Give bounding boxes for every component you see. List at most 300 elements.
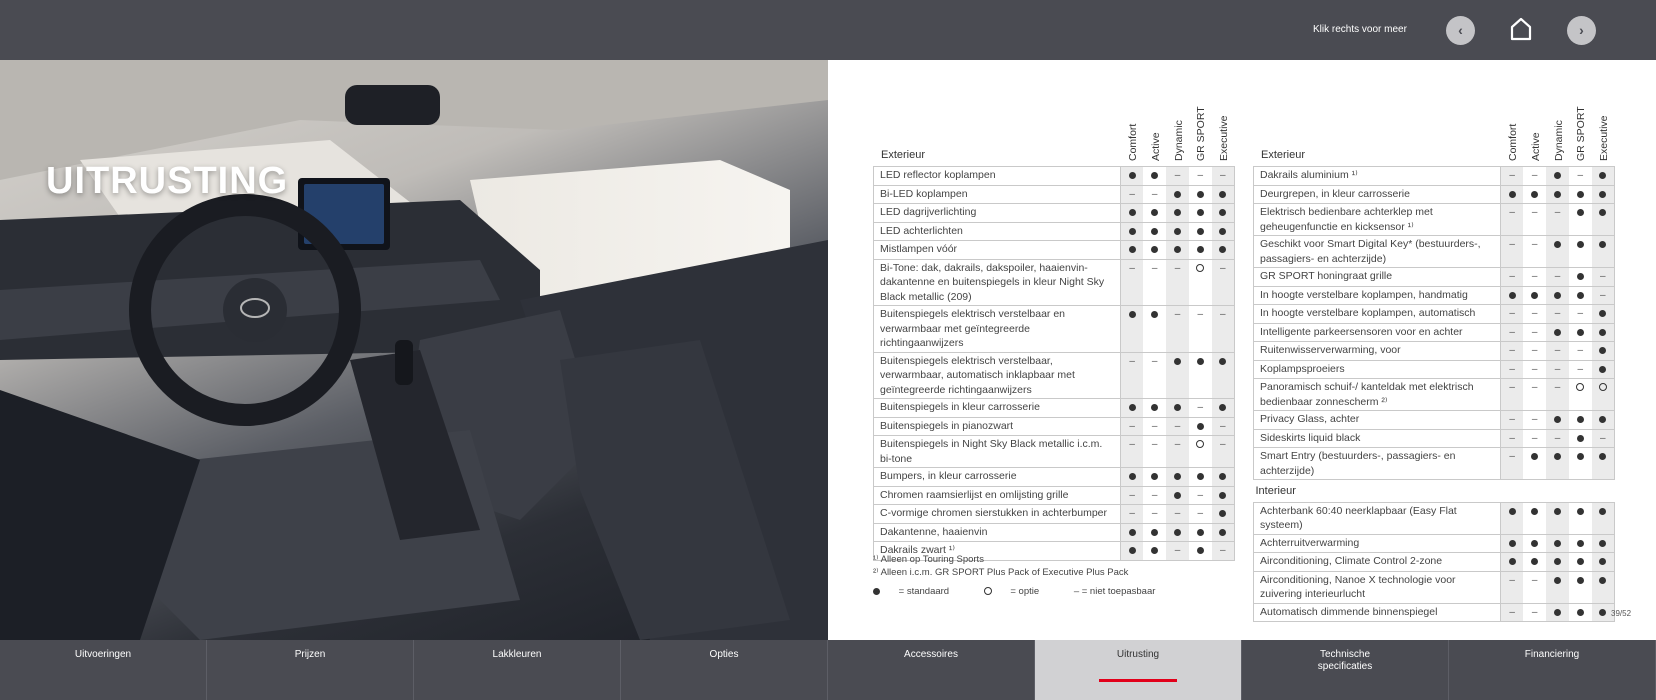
table-row — [1254, 603, 1615, 622]
not-applicable-dash: – — [1554, 271, 1561, 282]
availability-cell — [1189, 486, 1212, 505]
nav-tab-label: Opties — [709, 649, 739, 660]
availability-cell — [1569, 268, 1592, 287]
availability-cell — [1121, 399, 1144, 418]
not-applicable-dash: – — [1531, 432, 1538, 444]
standard-dot-icon — [1129, 172, 1136, 179]
availability-cell — [1501, 342, 1524, 361]
table-row — [1254, 286, 1615, 305]
standard-dot-icon — [873, 588, 880, 595]
table-row — [874, 185, 1235, 204]
row-label: Chromen raamsierlijst en omlijsting grille — [874, 486, 1121, 505]
not-applicable-dash: – — [1174, 508, 1181, 519]
availability-cell — [1569, 553, 1592, 572]
row-label: GR SPORT honingraat grille — [1254, 268, 1501, 287]
not-applicable-dash: – — [1531, 414, 1538, 425]
row-label: Airconditioning, Nanoe X technologie voor zuivering interieurlucht — [1254, 571, 1501, 603]
standard-dot-icon — [1554, 540, 1561, 547]
previous-page-button[interactable] — [1446, 16, 1475, 45]
standard-dot-icon — [1129, 246, 1136, 253]
availability-cell — [1166, 352, 1189, 399]
availability-cell — [1592, 379, 1615, 411]
standard-dot-icon — [1129, 311, 1136, 318]
table-row — [1254, 448, 1615, 480]
row-label: Airconditioning, Climate Control 2-zone — [1254, 553, 1501, 572]
availability-cell — [1189, 259, 1212, 306]
availability-cell — [1569, 411, 1592, 430]
nav-tab-uitrusting[interactable] — [1035, 640, 1242, 700]
not-applicable-dash: – — [1577, 308, 1584, 319]
not-applicable-dash: – — [1531, 271, 1538, 282]
row-label: Deurgrepen, in kleur carrosserie — [1254, 185, 1501, 204]
availability-cell — [1143, 306, 1166, 353]
row-label: Automatisch dimmende binnenspiegel — [1254, 603, 1501, 622]
availability-cell — [1546, 603, 1569, 622]
standard-dot-icon — [1577, 508, 1584, 515]
interior-photo — [0, 60, 828, 640]
row-label: Bi-LED koplampen — [874, 185, 1121, 204]
availability-cell — [1546, 167, 1569, 186]
standard-dot-icon — [1577, 329, 1584, 336]
legend-option: = optie — [1010, 586, 1040, 597]
not-applicable-dash: – — [1577, 363, 1584, 375]
availability-cell — [1546, 323, 1569, 342]
standard-dot-icon — [1531, 540, 1538, 547]
availability-cell — [1501, 323, 1524, 342]
table-row — [874, 167, 1235, 186]
availability-cell — [1523, 448, 1546, 480]
availability-cell — [1592, 571, 1615, 603]
bottom-navigation — [0, 640, 1656, 700]
standard-dot-icon — [1577, 209, 1584, 216]
not-applicable-dash: – — [1509, 345, 1515, 356]
not-applicable-dash: – — [1197, 402, 1204, 413]
availability-cell — [1121, 185, 1144, 204]
standard-dot-icon — [1599, 191, 1606, 198]
availability-cell — [1143, 222, 1166, 241]
standard-dot-icon — [1197, 246, 1204, 253]
standard-dot-icon — [1219, 404, 1226, 411]
availability-cell — [1166, 241, 1189, 260]
availability-cell — [1143, 436, 1166, 468]
nav-tab-financiering[interactable] — [1449, 640, 1656, 700]
table-row — [874, 505, 1235, 524]
availability-cell — [1189, 167, 1212, 186]
not-applicable-dash: – — [1129, 508, 1135, 519]
availability-cell — [1592, 305, 1615, 324]
standard-dot-icon — [1129, 209, 1136, 216]
availability-cell — [1121, 436, 1144, 468]
not-applicable-dash: – — [1554, 345, 1561, 356]
standard-dot-icon — [1599, 577, 1606, 584]
table-row — [1254, 342, 1615, 361]
availability-cell — [1569, 603, 1592, 622]
standard-dot-icon — [1599, 558, 1606, 565]
availability-cell — [1166, 436, 1189, 468]
standard-dot-icon — [1151, 473, 1158, 480]
availability-cell — [1569, 167, 1592, 186]
standard-dot-icon — [1174, 228, 1181, 235]
not-applicable-dash: – — [1531, 170, 1538, 181]
availability-cell — [1569, 204, 1592, 236]
availability-cell — [1212, 167, 1235, 186]
standard-dot-icon — [1599, 540, 1606, 547]
table-row — [1254, 553, 1615, 572]
standard-dot-icon — [1129, 228, 1136, 235]
standard-dot-icon — [1174, 492, 1181, 499]
home-button[interactable] — [1510, 16, 1532, 42]
standard-dot-icon — [1531, 453, 1538, 460]
table-row — [1254, 411, 1615, 430]
standard-dot-icon — [1554, 329, 1561, 336]
availability-cell — [1121, 542, 1144, 561]
row-label: Buitenspiegels elektrisch verstelbaar, verwarmbaar, automatisch inklapbaar met geïntegreerde richtingaanwijzers — [874, 352, 1121, 399]
availability-cell — [1189, 542, 1212, 561]
table-row — [1254, 534, 1615, 553]
standard-dot-icon — [1219, 246, 1226, 253]
not-applicable-dash: – — [1151, 439, 1158, 450]
availability-cell — [1121, 352, 1144, 399]
standard-dot-icon — [1174, 358, 1181, 365]
standard-dot-icon — [1151, 246, 1158, 253]
table-row — [874, 259, 1235, 306]
not-applicable-dash: – — [1151, 262, 1158, 274]
standard-dot-icon — [1509, 540, 1516, 547]
column-header: Dynamic — [1172, 120, 1185, 161]
availability-cell — [1523, 268, 1546, 287]
not-applicable-dash: – — [1531, 363, 1538, 375]
table-row — [1254, 323, 1615, 342]
not-applicable-dash: – — [1509, 207, 1515, 218]
standard-dot-icon — [1174, 209, 1181, 216]
availability-cell — [1121, 486, 1144, 505]
availability-cell — [1121, 505, 1144, 524]
availability-cell — [1546, 502, 1569, 534]
not-applicable-dash: – — [1129, 420, 1135, 432]
availability-cell — [1143, 352, 1166, 399]
not-applicable-dash: – — [1151, 188, 1158, 200]
column-header: Dynamic — [1552, 120, 1565, 161]
row-label: Bi-Tone: dak, dakrails, dakspoiler, haaienvin-dakantenne en buitenspiegels in kleur Night Sky Black metallic (209) — [874, 259, 1121, 306]
availability-cell — [1212, 399, 1235, 418]
availability-cell — [1501, 268, 1524, 287]
option-ring-icon — [1196, 440, 1204, 448]
availability-cell — [1166, 167, 1189, 186]
more-hint: Klik rechts voor meer — [1313, 24, 1407, 35]
availability-cell — [1523, 429, 1546, 448]
availability-cell — [1212, 241, 1235, 260]
not-applicable-dash: – — [1509, 414, 1515, 425]
availability-cell — [1121, 417, 1144, 436]
legend-na: – = niet toepasbaar — [1073, 586, 1156, 597]
availability-cell — [1501, 534, 1524, 553]
not-applicable-dash: – — [1129, 188, 1135, 200]
not-applicable-dash: – — [1554, 363, 1561, 375]
availability-cell — [1143, 468, 1166, 487]
availability-cell — [1189, 204, 1212, 223]
nav-tab-accessoires[interactable] — [828, 640, 1035, 700]
availability-cell — [1189, 306, 1212, 353]
availability-cell — [1166, 259, 1189, 306]
not-applicable-dash: – — [1600, 289, 1606, 301]
availability-cell — [1523, 379, 1546, 411]
option-ring-icon — [1576, 383, 1584, 391]
nav-tab-technische-specificaties[interactable] — [1242, 640, 1449, 700]
standard-dot-icon — [1151, 209, 1158, 216]
availability-cell — [1523, 502, 1546, 534]
availability-cell — [1592, 534, 1615, 553]
not-applicable-dash: – — [1129, 262, 1135, 274]
availability-cell — [1501, 411, 1524, 430]
not-applicable-dash: – — [1577, 345, 1584, 356]
row-label: Geschikt voor Smart Digital Key* (bestuurders-, passagiers- en achterzijde) — [1254, 236, 1501, 268]
availability-cell — [1546, 236, 1569, 268]
availability-cell — [1523, 323, 1546, 342]
availability-cell — [1121, 167, 1144, 186]
next-page-button[interactable] — [1567, 16, 1596, 45]
not-applicable-dash: – — [1129, 355, 1135, 367]
standard-dot-icon — [1174, 529, 1181, 536]
availability-cell — [1166, 468, 1189, 487]
availability-cell — [1501, 185, 1524, 204]
not-applicable-dash: – — [1174, 170, 1181, 181]
availability-cell — [1212, 436, 1235, 468]
row-label: Sideskirts liquid black — [1254, 429, 1501, 448]
standard-dot-icon — [1174, 473, 1181, 480]
not-applicable-dash: – — [1509, 271, 1515, 282]
option-ring-icon — [984, 587, 992, 595]
not-applicable-dash: – — [1509, 574, 1515, 586]
not-applicable-dash: – — [1509, 606, 1515, 618]
row-label: Buitenspiegels in pianozwart — [874, 417, 1121, 436]
availability-cell — [1546, 342, 1569, 361]
footnote-1: ¹⁾ Alleen op Touring Sports — [873, 554, 984, 565]
table-row — [1254, 360, 1615, 379]
standard-dot-icon — [1174, 191, 1181, 198]
availability-cell — [1121, 306, 1144, 353]
standard-dot-icon — [1554, 416, 1561, 423]
availability-cell — [1592, 323, 1615, 342]
not-applicable-dash: – — [1220, 262, 1226, 274]
not-applicable-dash: – — [1220, 439, 1226, 450]
nav-tab-opties[interactable] — [621, 640, 828, 700]
not-applicable-dash: – — [1151, 508, 1158, 519]
standard-dot-icon — [1599, 508, 1606, 515]
availability-cell — [1546, 286, 1569, 305]
availability-cell — [1523, 571, 1546, 603]
table-row — [1254, 268, 1615, 287]
table-row — [874, 486, 1235, 505]
availability-cell — [1569, 360, 1592, 379]
availability-cell — [1592, 236, 1615, 268]
column-header: GR SPORT — [1575, 106, 1588, 161]
not-applicable-dash: – — [1554, 207, 1561, 218]
table-row — [1254, 379, 1615, 411]
row-label: In hoogte verstelbare koplampen, handmatig — [1254, 286, 1501, 305]
page-number-right: 39/52 — [1611, 609, 1632, 618]
not-applicable-dash: – — [1151, 420, 1158, 432]
option-ring-icon — [1599, 383, 1607, 391]
option-ring-icon — [1196, 264, 1204, 272]
not-applicable-dash: – — [1220, 170, 1226, 181]
availability-cell — [1143, 241, 1166, 260]
nav-tab-uitvoeringen[interactable] — [0, 640, 207, 700]
not-applicable-dash: – — [1129, 489, 1135, 501]
availability-cell — [1569, 571, 1592, 603]
not-applicable-dash: – — [1197, 489, 1204, 501]
nav-tab-label: Lakkleuren — [492, 649, 542, 660]
availability-cell — [1212, 352, 1235, 399]
standard-dot-icon — [1219, 473, 1226, 480]
availability-cell — [1212, 222, 1235, 241]
standard-dot-icon — [1197, 473, 1204, 480]
standard-dot-icon — [1599, 329, 1606, 336]
availability-cell — [1569, 286, 1592, 305]
row-label: LED dagrijverlichting — [874, 204, 1121, 223]
column-header: Comfort — [1507, 123, 1519, 161]
table-row — [874, 306, 1235, 353]
nav-tab-label: Uitvoeringen — [74, 649, 132, 660]
availability-cell — [1212, 204, 1235, 223]
table-row — [1254, 571, 1615, 603]
table-row — [1254, 236, 1615, 268]
availability-cell — [1143, 505, 1166, 524]
row-label: Buitenspiegels in kleur carrosserie — [874, 399, 1121, 418]
standard-dot-icon — [1599, 609, 1606, 616]
not-applicable-dash: – — [1554, 382, 1561, 393]
availability-cell — [1523, 185, 1546, 204]
table-row — [874, 523, 1235, 542]
availability-cell — [1212, 523, 1235, 542]
nav-tab-label: Uitrusting — [1116, 649, 1160, 660]
not-applicable-dash: – — [1509, 239, 1515, 250]
standard-dot-icon — [1554, 453, 1561, 460]
table-row — [874, 436, 1235, 468]
availability-cell — [1592, 448, 1615, 480]
row-label: Dakantenne, haaienvin — [874, 523, 1121, 542]
not-applicable-dash: – — [1509, 382, 1515, 393]
standard-dot-icon — [1219, 510, 1226, 517]
standard-dot-icon — [1219, 228, 1226, 235]
availability-cell — [1212, 505, 1235, 524]
standard-dot-icon — [1554, 172, 1561, 179]
not-applicable-dash: – — [1531, 239, 1538, 250]
not-applicable-dash: – — [1600, 432, 1606, 444]
availability-cell — [1546, 411, 1569, 430]
row-label: Achterruitverwarming — [1254, 534, 1501, 553]
standard-dot-icon — [1151, 529, 1158, 536]
availability-cell — [1501, 429, 1524, 448]
availability-cell — [1569, 502, 1592, 534]
availability-cell — [1166, 185, 1189, 204]
availability-cell — [1166, 486, 1189, 505]
standard-dot-icon — [1577, 558, 1584, 565]
not-applicable-dash: – — [1174, 439, 1181, 450]
table-row — [874, 417, 1235, 436]
footnote-2: ²⁾ Alleen i.c.m. GR SPORT Plus Pack of Executive Plus Pack — [873, 567, 1129, 578]
right-section-interieur: Interieur — [1255, 485, 1296, 497]
availability-cell — [1189, 417, 1212, 436]
row-label: Buitenspiegels elektrisch verstelbaar en verwarmbaar met geïntegreerde richtingaanwijzers — [874, 306, 1121, 353]
row-label: Intelligente parkeersensoren voor en achter — [1254, 323, 1501, 342]
not-applicable-dash: – — [1509, 451, 1515, 462]
availability-cell — [1501, 502, 1524, 534]
standard-dot-icon — [1219, 492, 1226, 499]
not-applicable-dash: – — [1509, 326, 1515, 338]
standard-dot-icon — [1174, 404, 1181, 411]
availability-cell — [1166, 505, 1189, 524]
availability-cell — [1166, 523, 1189, 542]
availability-cell — [1189, 241, 1212, 260]
availability-cell — [1523, 204, 1546, 236]
nav-tab-lakkleuren[interactable] — [414, 640, 621, 700]
availability-cell — [1189, 523, 1212, 542]
nav-tab-prijzen[interactable] — [207, 640, 414, 700]
row-label: Smart Entry (bestuurders-, passagiers- en achterzijde) — [1254, 448, 1501, 480]
availability-cell — [1546, 268, 1569, 287]
nav-tab-label: Prijzen — [294, 649, 326, 660]
availability-cell — [1501, 448, 1524, 480]
not-applicable-dash: – — [1197, 309, 1204, 320]
standard-dot-icon — [1219, 209, 1226, 216]
availability-cell — [1546, 429, 1569, 448]
row-label: Elektrisch bedienbare achterklep met geheugenfunctie en kicksensor ¹⁾ — [1254, 204, 1501, 236]
availability-cell — [1501, 286, 1524, 305]
standard-dot-icon — [1151, 172, 1158, 179]
availability-cell — [1523, 305, 1546, 324]
standard-dot-icon — [1531, 508, 1538, 515]
row-label: C-vormige chromen sierstukken in achterbumper — [874, 505, 1121, 524]
standard-dot-icon — [1554, 609, 1561, 616]
standard-dot-icon — [1577, 416, 1584, 423]
nav-tab-label: Accessoires — [904, 649, 958, 660]
page-title: UITRUSTING — [46, 160, 289, 202]
column-header: GR SPORT — [1195, 106, 1208, 161]
chevron-right-icon: › — [1579, 22, 1584, 38]
not-applicable-dash: – — [1174, 309, 1181, 320]
top-bar — [0, 0, 1656, 60]
availability-cell — [1546, 553, 1569, 572]
row-label: LED reflector koplampen — [874, 167, 1121, 186]
right-spec-table — [1253, 166, 1615, 622]
standard-dot-icon — [1599, 416, 1606, 423]
standard-dot-icon — [1151, 404, 1158, 411]
standard-dot-icon — [1509, 292, 1516, 299]
availability-cell — [1592, 286, 1615, 305]
availability-cell — [1143, 417, 1166, 436]
not-applicable-dash: – — [1531, 574, 1538, 586]
availability-cell — [1523, 360, 1546, 379]
availability-cell — [1569, 342, 1592, 361]
availability-cell — [1546, 204, 1569, 236]
not-applicable-dash: – — [1509, 432, 1515, 444]
standard-dot-icon — [1577, 540, 1584, 547]
table-row — [874, 468, 1235, 487]
not-applicable-dash: – — [1531, 207, 1538, 218]
availability-cell — [1166, 204, 1189, 223]
not-applicable-dash: – — [1151, 489, 1158, 501]
column-header: Comfort — [1127, 123, 1139, 161]
availability-cell — [1166, 222, 1189, 241]
availability-cell — [1523, 411, 1546, 430]
standard-dot-icon — [1599, 209, 1606, 216]
table-row — [1254, 204, 1615, 236]
standard-dot-icon — [1554, 508, 1561, 515]
availability-cell — [1501, 603, 1524, 622]
not-applicable-dash: – — [1509, 170, 1515, 181]
availability-cell — [1501, 571, 1524, 603]
availability-cell — [1189, 436, 1212, 468]
